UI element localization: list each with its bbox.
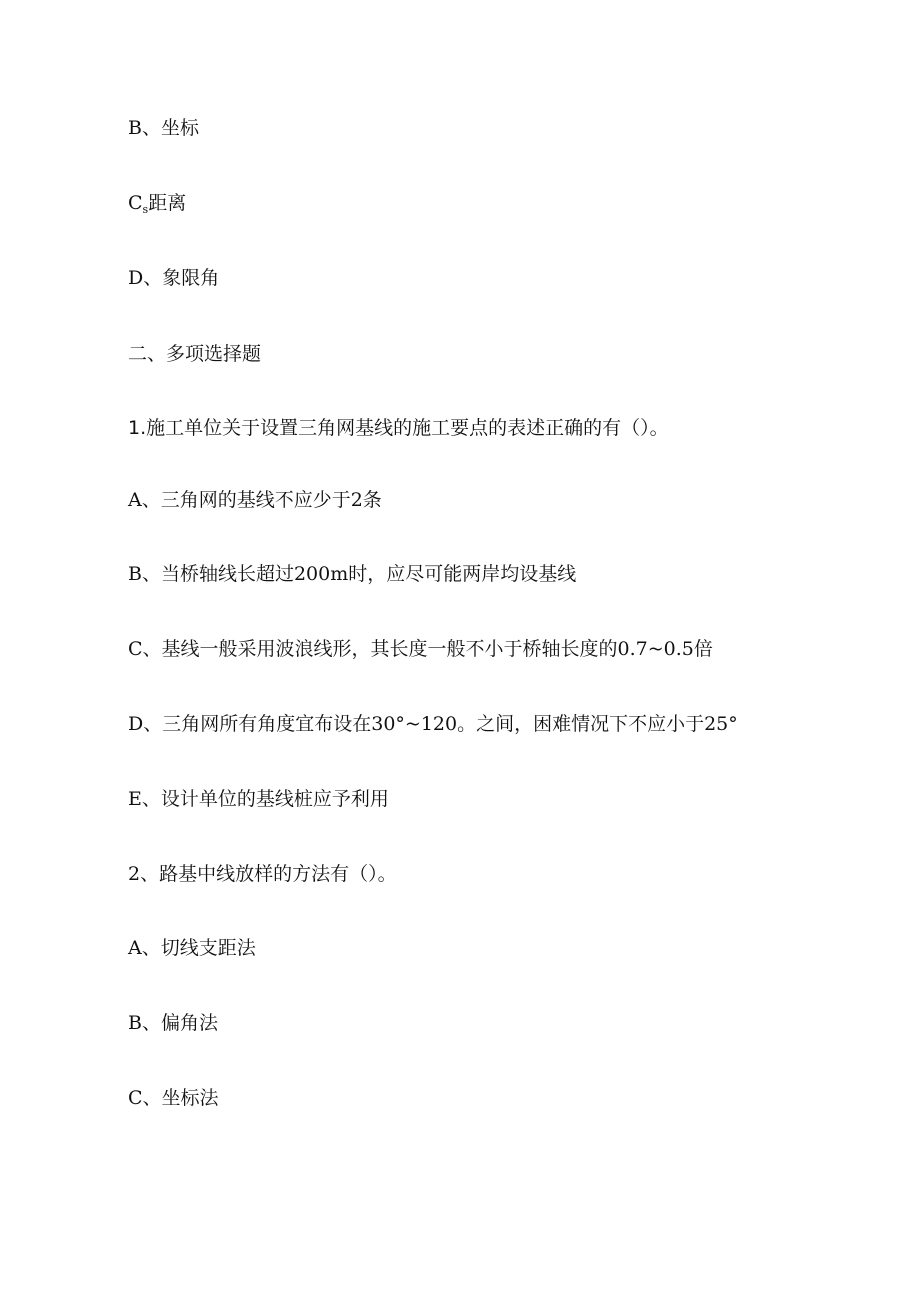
question-1-option-c: C、基线一般采用波浪线形，其长度一般不小于桥轴长度的0.7~0.5倍 [128, 638, 713, 660]
question-1-text: 1.施工单位关于设置三角网基线的施工要点的表述正确的有（）。 [128, 417, 669, 439]
option-d-quadrant-angle: D、象限角 [128, 267, 220, 289]
question-2-option-a: A、切线支距法 [128, 937, 256, 959]
section-heading: 二、多项选择题 [128, 343, 262, 365]
question-1-option-e: E、设计单位的基线桩应予利用 [128, 788, 389, 810]
option-c-letter: C [128, 192, 143, 214]
option-b-coordinate: B、坐标 [128, 117, 199, 139]
question-2-option-c: C、坐标法 [128, 1087, 219, 1109]
question-1-option-a: A、三角网的基线不应少于2条 [128, 489, 382, 511]
option-c-distance [128, 191, 186, 222]
question-2-option-b: B、偏角法 [128, 1012, 218, 1034]
question-1-option-b: B、当桥轴线长超过200m时，应尽可能两岸均设基线 [128, 563, 577, 585]
option-c-label: 距离 [148, 192, 187, 214]
question-1-option-d: D、三角网所有角度宜布设在30°~120。之间，困难情况下不应小于25° [128, 713, 738, 735]
option-c-subscript: s [142, 203, 149, 216]
question-2-text: 2、路基中线放样的方法有（）。 [128, 863, 397, 885]
